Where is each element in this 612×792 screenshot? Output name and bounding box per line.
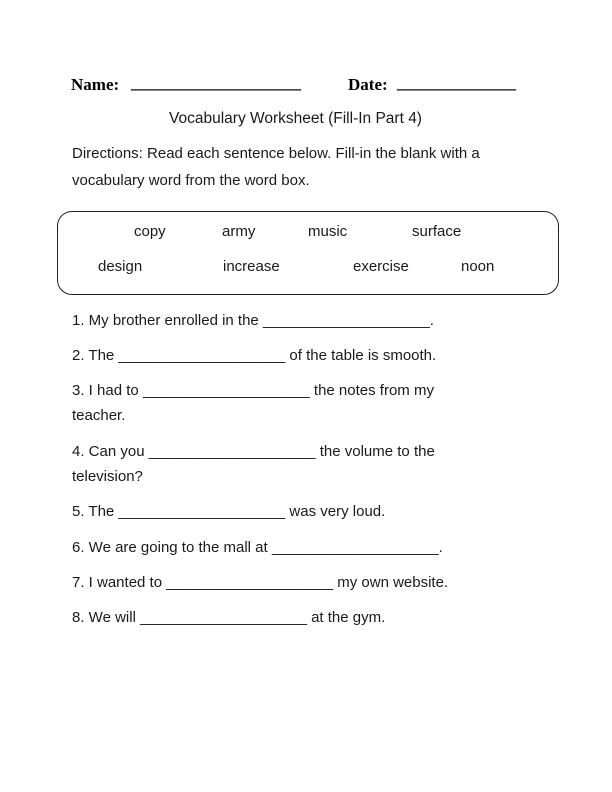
question-7: 7. I wanted to ____________________ my own website. [72,574,449,591]
question-4-line-2: television? [72,468,143,485]
word-surface: surface [412,223,462,240]
question-6: 6. We are going to the mall at ____________________. [72,539,443,556]
date-blank: ______________ [397,73,516,92]
date-label: Date: [348,75,388,94]
question-3-line-2: teacher. [72,407,126,424]
question-3-line-1: 3. I had to ____________________ the notes from my [72,382,434,399]
word-army: army [222,223,256,240]
question-4-line-1: 4. Can you ____________________ the volume to the [72,443,435,460]
word-exercise: exercise [353,258,409,275]
word-noon: noon [461,258,495,275]
question-2: 2. The ____________________ of the table is smooth. [72,347,437,364]
question-5: 5. The ____________________ was very loud. [72,503,386,520]
word-increase: increase [223,258,280,275]
question-8: 8. We will ____________________ at the gym. [72,609,386,626]
question-1: 1. My brother enrolled in the ____________________. [72,312,434,329]
name-label: Name: [71,75,120,94]
directions-line-1: Directions: Read each sentence below. Fill-in the blank with a [72,145,480,162]
word-music: music [308,223,348,240]
word-copy: copy [134,223,166,240]
directions-line-2: vocabulary word from the word box. [72,172,310,189]
word-design: design [98,258,143,275]
name-blank: ____________________ [131,73,301,92]
page-title: Vocabulary Worksheet (Fill-In Part 4) [169,110,422,127]
